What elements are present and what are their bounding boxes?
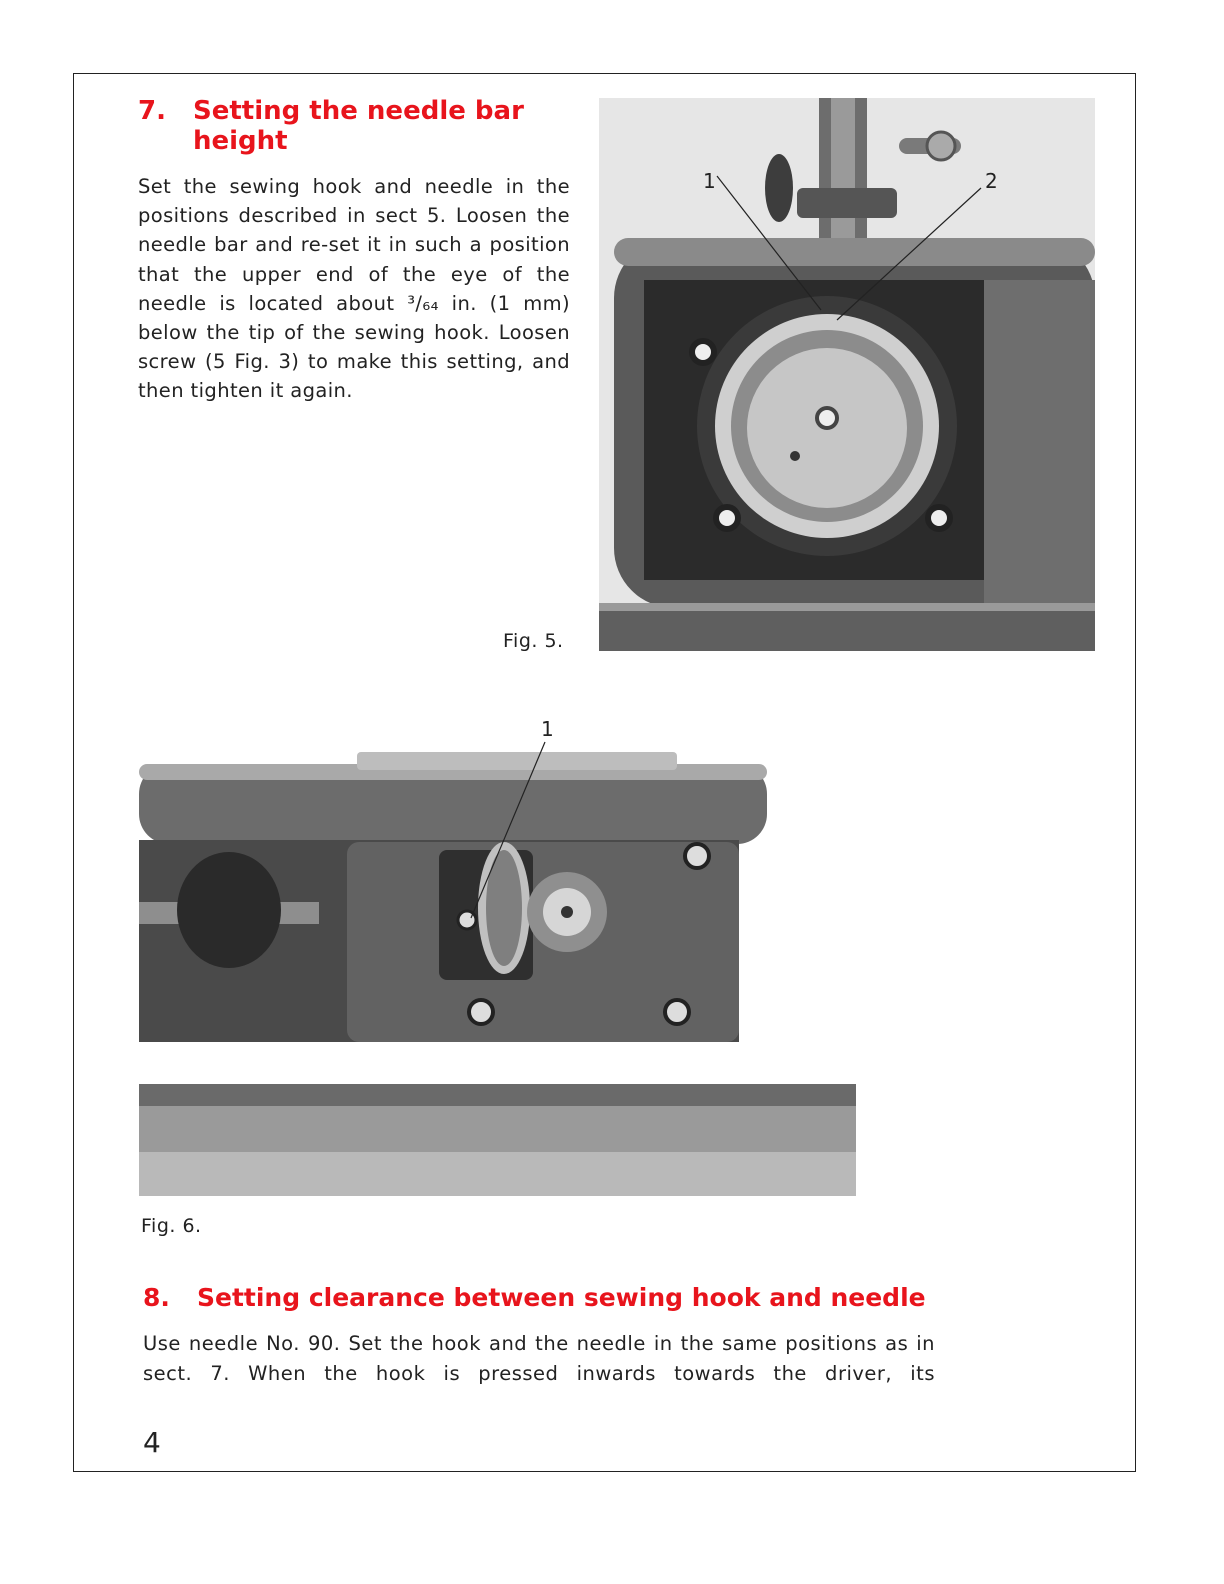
section-7-number: 7. bbox=[138, 96, 166, 126]
section-7-title: Setting the needle bar height bbox=[193, 96, 524, 156]
figure-5-photo bbox=[599, 98, 1095, 651]
figure-5-callout-2: 2 bbox=[985, 169, 998, 193]
figure-6-photo bbox=[139, 712, 856, 1196]
section-7-body: Set the sewing hook and needle in the positions described in sect 5. Loosen the needle bar and re-set it in such a position that the upper end of the eye of the needle is located about ³/₆₄ in. (1 mm) below the tip of the sewing hook. Loosen screw (5 Fig. 3) to make this setting, and then tighten it again. bbox=[138, 175, 570, 403]
section-8-body: Use needle No. 90. Set the hook and the needle in the same positions as in sect. 7. When the hook is pressed inwards towards the driver, its bbox=[143, 1332, 935, 1385]
figure-5-caption: Fig. 5. bbox=[503, 630, 564, 652]
page-number: 4 bbox=[143, 1426, 161, 1459]
section-8-title: Setting clearance between sewing hook and needle bbox=[197, 1283, 926, 1312]
figure-6-caption: Fig. 6. bbox=[141, 1215, 202, 1237]
figure-5-callout-1: 1 bbox=[703, 169, 716, 193]
section-8-number: 8. bbox=[143, 1283, 170, 1312]
figure-6-callout-1: 1 bbox=[541, 717, 554, 741]
